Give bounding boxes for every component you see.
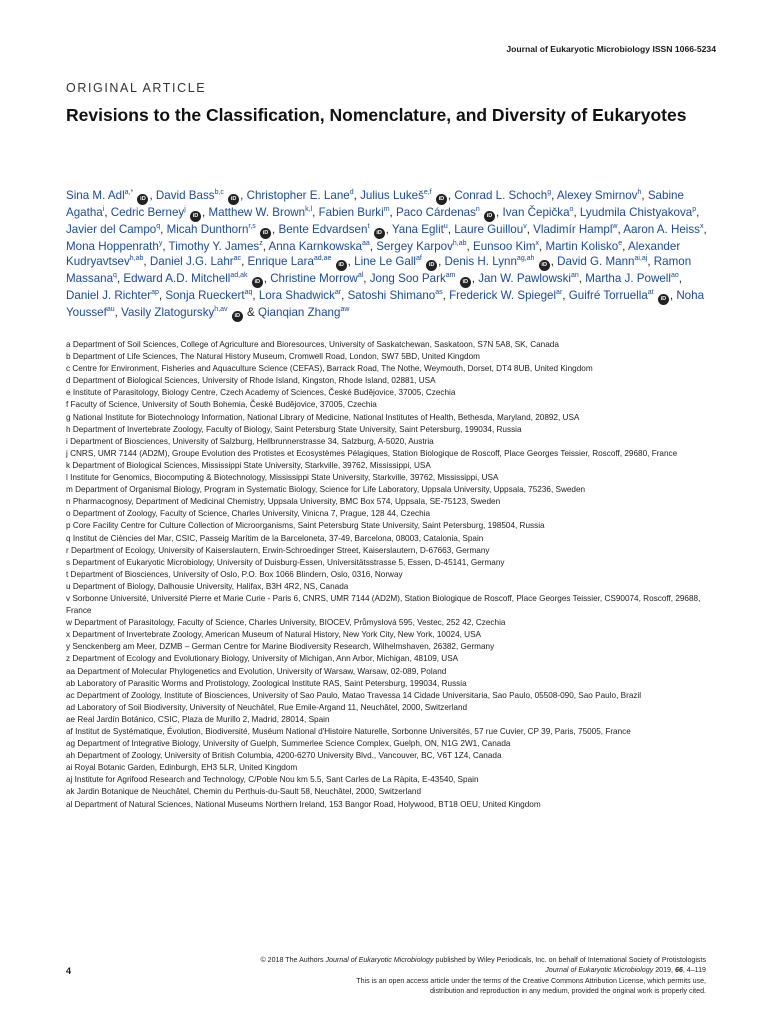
author-name[interactable]: Line Le Gall — [354, 255, 416, 269]
affiliation-item: ag Department of Integrative Biology, University of Guelph, Summerlee Science Complex, Guelph, ON, N1G 2W1, Canada — [66, 739, 511, 749]
author-name[interactable]: Anna Karnkowska — [268, 240, 362, 253]
author-separator: , — [438, 255, 445, 269]
author-name[interactable]: Julius Lukeš — [360, 189, 424, 202]
author-affiliation-marker: h — [637, 189, 642, 197]
author-name[interactable]: Alexander Kudryavtsev — [66, 240, 681, 269]
author-separator: , — [202, 206, 209, 219]
orcid-icon[interactable]: iD — [232, 311, 243, 322]
affiliation-item: ac Department of Zoology, Institute of Biosciences, University of Sao Paulo, Matao Travessa 14 Cidade Universitaria, Sao Paulo, 05508-090, Sao Paulo, Brazil — [66, 690, 642, 700]
affiliation-item: e Institute of Parasitology, Biology Centre, Czech Academy of Sciences, České Budějovice, 37005, Czechia — [66, 388, 456, 398]
author-affiliation-marker: o — [569, 206, 574, 214]
author-affiliation-marker: x — [699, 223, 704, 231]
author-affiliation-marker: w — [612, 223, 618, 231]
author-affiliation-marker: z — [259, 240, 263, 248]
affiliation-item: b Department of Life Sciences, The Natural History Museum, Cromwell Road, London, SW7 5BD, United Kingdom — [66, 352, 480, 362]
author-name[interactable]: Cedric Berney — [110, 206, 185, 219]
author-name[interactable]: Bente Edvardsen — [278, 223, 368, 236]
author-separator: , — [647, 255, 654, 269]
author-name[interactable]: Noha Youssef — [66, 289, 705, 320]
author-name[interactable]: Denis H. Lynn — [444, 255, 517, 269]
author-separator: , — [116, 272, 124, 286]
author-separator: , — [347, 255, 355, 269]
author-affiliation-marker: d — [349, 189, 354, 197]
affiliation-item: i Department of Biosciences, University of Salzburg, Hellbrunnerstrasse 34, Salzburg, A-5020, Austria — [66, 436, 434, 446]
footer-publisher-text: published by Wiley Periodicals, Inc. on behalf of International Society of Protistologists — [433, 956, 706, 964]
author-affiliation-marker: h,ab — [452, 240, 467, 248]
orcid-icon[interactable]: iD — [228, 194, 239, 205]
affiliation-item: p Core Facility Centre for Culture Collection of Microorganisms, Saint Petersburg State University, Saint Petersburg, 198504, Russia — [66, 521, 545, 531]
affiliation-item: y Senckenberg am Meer, DZMB – German Centre for Marine Biodiversity Research, Wilhelmshaven, 26382, Germany — [66, 642, 495, 652]
author-name[interactable]: Sabine Agatha — [66, 189, 684, 219]
affiliation-item: ad Laboratory of Soil Biodiversity, University of Neuchâtel, Rue Emile-Argand 11, Neuchâtel, 2000, Switzerland — [66, 702, 468, 712]
footer-citation-volume: 66 — [674, 966, 683, 975]
footer-citation-journal: Journal of Eukaryotic Microbiology — [545, 966, 654, 975]
author-name[interactable]: Laure Guillou — [454, 223, 524, 236]
author-separator: , — [262, 240, 269, 253]
orcid-icon[interactable]: iD — [252, 277, 263, 288]
author-name[interactable]: Jong Soo Park — [369, 272, 446, 286]
author-separator: & — [243, 306, 258, 320]
author-affiliation-marker: g — [547, 189, 552, 197]
author-affiliation-marker: au — [106, 306, 115, 314]
author-separator: , — [369, 240, 377, 253]
author-name[interactable]: Aaron A. Heiss — [623, 223, 700, 236]
author-name[interactable]: Vladimír Hampl — [533, 223, 613, 236]
author-affiliation-marker: ag,ah — [516, 255, 535, 263]
orcid-icon[interactable]: iD — [190, 211, 201, 222]
affiliation-item: ab Laboratory of Parasitic Worms and Protistology, Zoological Institute RAS, Saint Petersburg, 199034, Russia — [66, 678, 467, 688]
author-affiliation-marker: e,f — [423, 189, 432, 197]
affiliation-item: z Department of Ecology and Evolutionary Biology, University of Michigan, Ann Arbor, Michigan, 48109, USA — [66, 654, 459, 664]
author-name[interactable]: Conrad L. Schoch — [454, 189, 548, 202]
article-type-label: ORIGINAL ARTICLE — [66, 81, 207, 95]
affiliation-item: f Faculty of Science, University of South Bohemia, České Budějovice, 37005, Czechia — [66, 400, 377, 410]
journal-header: Journal of Eukaryotic Microbiology ISSN 1066-5234 — [506, 44, 716, 54]
orcid-icon[interactable]: iD — [460, 277, 471, 288]
footer-line-1 — [126, 955, 706, 965]
author-affiliation-marker: q — [156, 223, 161, 231]
affiliation-item: h Department of Invertebrate Zoology, Faculty of Biology, Saint Petersburg State University, Saint Petersburg, 199034, Russia — [66, 424, 522, 434]
author-separator: , — [578, 272, 586, 286]
footer-citation-year: 2019, — [653, 966, 675, 975]
author-name[interactable]: Daniel J. Richter — [66, 289, 152, 303]
author-affiliation-marker: j — [184, 206, 186, 214]
affiliation-item: aj Institute for Agrifood Research and Technology, C/Poble Nou km 5.5, Sant Carles de La Ràpita, E-43540, Spain — [66, 775, 479, 785]
author-affiliation-marker: ai,aj — [634, 255, 648, 263]
author-affiliation-marker: aw — [340, 306, 350, 314]
author-name[interactable]: Lyudmila Chistyakova — [579, 206, 693, 219]
author-name[interactable]: Micah Dunthorn — [166, 223, 249, 236]
affiliation-item: m Department of Organismal Biology, Program in Systematic Biology, Science for Life Laboratory, Uppsala University, Uppsala, 75236, Sweden — [66, 485, 586, 495]
footer-citation-pages: , 4–119 — [682, 966, 706, 975]
author-name[interactable]: Daniel J.G. Lahr — [149, 255, 234, 269]
author-affiliation-marker: af — [416, 255, 422, 263]
author-affiliation-marker: e — [618, 240, 623, 248]
author-name[interactable]: Sergey Karpov — [376, 240, 453, 253]
orcid-icon[interactable]: iD — [374, 228, 385, 239]
author-separator: , — [104, 206, 111, 219]
author-name[interactable]: Javier del Campo — [66, 223, 157, 236]
affiliation-item: q Institut de Ciències del Mar, CSIC, Passeig Marítim de la Barceloneta, 37-49, Barcelona, 08003, Catalonia, Spain — [66, 533, 484, 543]
author-affiliation-marker: t — [367, 223, 370, 231]
author-affiliation-marker: k,l — [305, 206, 313, 214]
footer-line-3: This is an open access article under the terms of the Creative Commons Attribution License, which permits use, — [356, 976, 706, 985]
author-affiliation-marker: ar — [334, 289, 342, 297]
author-name[interactable]: Martin Kolisko — [545, 240, 619, 253]
orcid-icon[interactable]: iD — [336, 260, 347, 271]
affiliation-item: ak Jardin Botanique de Neuchâtel, Chemin du Perthuis-du-Sault 58, Neuchâtel, 2000, Switzerland — [66, 787, 422, 797]
orcid-icon[interactable]: iD — [426, 260, 437, 271]
orcid-icon[interactable]: iD — [484, 211, 495, 222]
author-affiliation-marker: h,av — [214, 306, 228, 314]
author-separator: , — [341, 289, 348, 303]
author-name[interactable]: Frederick W. Spiegel — [449, 289, 557, 303]
author-affiliation-marker: h,ab — [129, 255, 144, 263]
affiliation-item: a Department of Soil Sciences, College of Agriculture and Bioresources, University of Saskatchewan, Saskatoon, S7N 5A8, SK, Canada — [66, 340, 559, 349]
author-affiliation-marker: n — [475, 206, 480, 214]
author-name[interactable]: Lora Shadwick — [258, 289, 335, 303]
author-name[interactable]: Sina M. Adl — [66, 189, 125, 202]
author-separator: , — [272, 223, 279, 236]
author-separator: , — [466, 240, 473, 253]
author-separator: , — [562, 289, 569, 303]
author-separator: , — [385, 223, 392, 236]
affiliation-item: t Department of Biosciences, University of Oslo, P.O. Box 1066 Blindern, Oslo, 0316, Norway — [66, 569, 403, 579]
author-name[interactable]: Jan W. Pawlowski — [478, 272, 571, 286]
author-affiliation-marker: ao — [670, 272, 679, 280]
author-name[interactable]: Sonja Rueckert — [165, 289, 245, 303]
author-list — [66, 188, 716, 322]
author-affiliation-marker: an — [570, 272, 579, 280]
author-name[interactable]: Guifré Torruella — [568, 289, 648, 303]
author-affiliation-marker: ad,ae — [313, 255, 332, 263]
author-affiliation-marker: aq — [244, 289, 253, 297]
affiliation-item: k Department of Biological Sciences, Mississippi State University, Starkville, 39762, Mississippi, USA — [66, 460, 431, 470]
footer-line-4: distribution and reproduction in any medium, provided the original work is properly cited. — [429, 986, 706, 995]
corresponding-author-marker: * — [130, 189, 134, 197]
author-name[interactable]: Enrique Lara — [247, 255, 314, 269]
author-name[interactable]: Mona Hoppenrath — [66, 240, 159, 253]
affiliation-item: u Department of Biology, Dalhousie University, Halifax, B3H 4R2, NS, Canada — [66, 581, 349, 591]
affiliation-item: af Institut de Systématique, Évolution, Biodiversité, Muséum National d'Histoire Naturelle, Sorbonne Universités, 57 rue Cuvier, CP 39, Paris, 75005, France — [66, 727, 631, 736]
author-affiliation-marker: p — [692, 206, 697, 214]
copyright-footer — [126, 955, 706, 996]
author-name[interactable]: Satoshi Shimano — [347, 289, 436, 303]
author-separator: , — [550, 255, 558, 269]
author-affiliation-marker: ad,ak — [230, 272, 248, 280]
author-affiliation-marker: m — [383, 206, 390, 214]
author-separator: , — [617, 223, 624, 236]
author-name[interactable]: Edward A.D. Mitchell — [123, 272, 231, 286]
footer-copyright-text: © 2018 The Authors — [260, 956, 326, 964]
author-separator: , — [696, 206, 700, 219]
author-name[interactable]: Paco Cárdenas — [395, 206, 476, 219]
author-separator: , — [114, 306, 122, 320]
author-affiliation-marker: at — [647, 289, 654, 297]
affiliation-item: ah Department of Zoology, University of British Columbia, 4200-6270 University Blvd., Vancouver, BC, V6T 1Z4, Canada — [66, 751, 502, 761]
affiliation-item: s Department of Eukaryotic Microbiology, University of Duisburg-Essen, Universitätsstrasse 5, Essen, D-45141, Germany — [66, 557, 505, 567]
author-affiliation-marker: u — [443, 223, 448, 231]
author-name[interactable]: Christine Morrow — [270, 272, 358, 286]
author-separator: , — [539, 240, 546, 253]
author-separator: , — [149, 189, 156, 202]
orcid-icon[interactable]: iD — [137, 194, 148, 205]
author-separator: , — [447, 223, 455, 236]
author-separator: , — [353, 189, 361, 202]
author-affiliation-marker: ac — [233, 255, 242, 263]
orcid-icon[interactable]: iD — [436, 194, 447, 205]
orcid-icon[interactable]: iD — [539, 260, 550, 271]
author-affiliation-marker: y — [158, 240, 163, 248]
affiliation-item: ai Royal Botanic Garden, Edinburgh, EH3 5LR, United Kingdom — [66, 763, 298, 773]
author-affiliation-marker: r,s — [248, 223, 256, 231]
author-name[interactable]: Vasily Zlatogursky — [121, 306, 215, 320]
author-separator: , — [252, 289, 259, 303]
author-name[interactable]: Fabien Burki — [318, 206, 384, 219]
affiliation-item: j CNRS, UMR 7144 (AD2M), Groupe Evolution des Protistes et Ecosystèmes Pélagiques, Station Biologique de Roscoff, Place Georges Teissier, Roscoff, 29680, France — [66, 448, 678, 458]
author-separator: , — [526, 223, 534, 236]
author-separator: , — [669, 289, 677, 303]
author-separator: , — [622, 240, 628, 253]
author-separator: , — [158, 289, 166, 303]
author-separator: , — [551, 189, 557, 202]
author-affiliation-marker: q — [113, 272, 117, 280]
affiliation-list — [66, 339, 706, 811]
author-affiliation-marker: ar — [556, 289, 563, 297]
author-separator: , — [447, 189, 455, 202]
author-name[interactable]: Matthew W. Brown — [208, 206, 306, 219]
author-name[interactable]: Alexey Smirnov — [556, 189, 638, 202]
author-separator: , — [389, 206, 396, 219]
author-separator: , — [641, 189, 648, 202]
author-separator: , — [573, 206, 580, 219]
affiliation-item: ae Real Jardín Botánico, CSIC, Plaza de Murillo 2, Madrid, 28014, Spain — [66, 714, 330, 724]
affiliation-item: o Department of Zoology, Faculty of Science, Charles University, Vinicna 7, Prague, 128 44, Czechia — [66, 509, 431, 519]
author-affiliation-marker: b,c — [214, 189, 224, 197]
affiliation-item: al Department of Natural Sciences, National Museums Northern Ireland, 153 Bangor Road, Holywood, BT18 OEU, United Kingdom — [66, 799, 541, 809]
author-separator: , — [241, 255, 248, 269]
author-affiliation-marker: aa — [361, 240, 370, 248]
author-separator: , — [143, 255, 150, 269]
footer-line-2 — [126, 965, 706, 975]
author-affiliation-marker: am — [445, 272, 456, 280]
affiliation-item: r Department of Ecology, University of Kaiserslautern, Erwin-Schroedinger Street, Kaiserslautern, D-67663, Germany — [66, 545, 490, 555]
affiliation-item: c Centre for Environment, Fisheries and Aquaculture Science (CEFAS), Barrack Road, The Nothe, Weymouth, Dorset, DT4 8UB, United Kingdom — [66, 364, 593, 374]
author-separator: , — [442, 289, 450, 303]
article-title: Revisions to the Classification, Nomenclature, and Diversity of Eukaryotes — [66, 105, 687, 125]
author-affiliation-marker: v — [523, 223, 527, 231]
author-name[interactable]: Ramon Massana — [66, 255, 692, 286]
author-name[interactable]: Christopher E. Lane — [246, 189, 350, 202]
orcid-icon[interactable]: iD — [658, 294, 669, 305]
footer-journal-name: Journal of Eukaryotic Microbiology — [325, 956, 434, 964]
orcid-icon[interactable]: iD — [260, 228, 271, 239]
affiliation-item: v Sorbonne Université, Université Pierre et Marie Curie - Paris 6, CNRS, UMR 7144 (AD2M), Station Biologique de Roscoff, Place Georges Teissier, CS90074, Roscoff, 29688, France — [66, 593, 701, 616]
affiliation-item: w Department of Parasitology, Faculty of Science, Charles University, BIOCEV, Průmyslová 595, Vestec, 252 42, Czechia — [66, 618, 506, 628]
author-separator: , — [240, 189, 247, 202]
author-affiliation-marker: as — [435, 289, 443, 297]
author-affiliation-marker: ap — [151, 289, 159, 297]
author-separator: , — [363, 272, 370, 286]
author-separator: , — [162, 240, 169, 253]
author-separator: , — [703, 223, 707, 236]
author-name[interactable]: Timothy Y. James — [168, 240, 260, 253]
author-name[interactable]: Eunsoo Kim — [472, 240, 536, 253]
author-separator: , — [471, 272, 479, 286]
affiliation-item: aa Department of Molecular Phylogenetics and Evolution, University of Warsaw, Warsaw, 02-089, Poland — [66, 666, 447, 676]
page-number: 4 — [66, 966, 72, 976]
author-affiliation-marker: a, — [124, 189, 131, 197]
affiliation-item: x Department of Invertebrate Zoology, American Museum of Natural History, New York City, New York, 10024, USA — [66, 630, 482, 640]
author-affiliation-marker: i — [102, 206, 105, 214]
author-name[interactable]: Ivan Čepička — [502, 206, 570, 219]
author-separator: , — [496, 206, 503, 219]
affiliation-item: l Institute for Genomics, Biocomputing & Biotechnology, Mississippi State University, Starkville, 39762, Mississippi, USA — [66, 473, 499, 483]
author-separator: , — [263, 272, 271, 286]
author-separator: , — [312, 206, 319, 219]
author-name[interactable]: David G. Mann — [557, 255, 635, 269]
author-separator: , — [160, 223, 167, 236]
author-name[interactable]: Martha J. Powell — [585, 272, 671, 286]
author-separator: , — [678, 272, 682, 286]
author-affiliation-marker: x — [535, 240, 539, 248]
affiliation-item: g National Institute for Biotechnology Information, National Library of Medicine, National Institutes of Health, Bethesda, Maryland, 20892, USA — [66, 412, 580, 422]
author-name[interactable]: Yana Eglit — [391, 223, 444, 236]
author-name[interactable]: Qianqian Zhang — [257, 306, 341, 320]
author-name[interactable]: David Bass — [155, 189, 215, 202]
affiliation-item: n Pharmacognosy, Department of Medicinal Chemistry, Uppsala University, BMC Box 574, Uppsala, SE-75123, Sweden — [66, 497, 501, 507]
author-affiliation-marker: al — [357, 272, 364, 280]
affiliation-item: d Department of Biological Sciences, University of Rhode Island, Kingston, Rhode Island, 02881, USA — [66, 376, 436, 386]
